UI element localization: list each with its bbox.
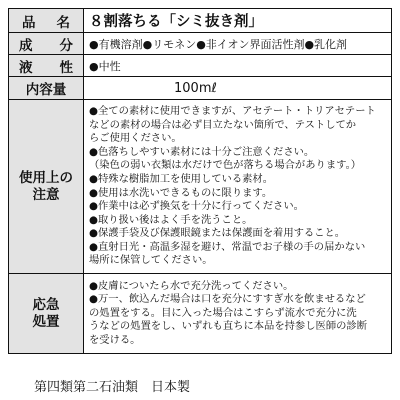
first-aid-line: ●皮膚についたら水で充分洗ってください。 (89, 279, 294, 292)
usage-note-line: ●特殊な樹脂加工を使用している素材。 (89, 172, 274, 185)
hazard-classification-footer: 第四類第二石油類 日本製 (34, 380, 191, 395)
usage-note-line: （染色の弱い衣類は水だけで色が落ちる場合があります。） (89, 159, 362, 172)
volume-label: 内容量 (25, 82, 67, 98)
volume-value: 100mℓ (84, 77, 392, 100)
usage-note-line: ●保護手袋及び保護眼鏡または保護面を着用すること。 (89, 227, 346, 240)
usage-note-line: ●全ての素材に使用できますが、アセテート・トリアセテート (89, 104, 376, 117)
row-usage-notes (9, 100, 392, 274)
liquid-property-value: ●中性 (84, 55, 392, 77)
first-aid-line: の処置をする。目に入った場合はこすらず流水で充分に洗 (89, 306, 357, 319)
row-product-name (9, 9, 392, 33)
usage-note-line: ●使用は水洗いできるものに限ります。 (89, 186, 273, 199)
first-aid-body (84, 274, 392, 354)
usage-notes-body (84, 100, 392, 274)
ingredients-value: ●有機溶剤●リモネン●非イオン界面活性剤●乳化剤 (84, 33, 392, 55)
usage-note-line: らご使用ください。 (89, 132, 182, 145)
first-aid-header (9, 274, 84, 354)
first-aid-label-line2: 処置 (32, 313, 60, 330)
liquid-property-label: 液 性 (19, 59, 73, 76)
row-liquid-property (9, 55, 392, 77)
usage-notes-label-line2: 注意 (32, 186, 60, 203)
product-name-label (9, 11, 83, 31)
usage-note-line: 場所に保管してください。 (89, 254, 213, 267)
first-aid-line: を受ける。 (89, 333, 141, 346)
product-name-label-text: 品 (22, 14, 36, 31)
usage-note-line: ●作業中は必ず換気を十分に行ってください。 (89, 200, 304, 213)
product-name-label-char: 名 (56, 14, 70, 31)
usage-notes-label-line1: 使用上の (19, 169, 73, 186)
usage-note-line: などの素材の場合は必ず目立たない箇所で、テストしてか (89, 118, 357, 131)
row-ingredients (9, 33, 392, 55)
ingredients-label: 成 分 (19, 37, 73, 54)
row-first-aid (9, 274, 392, 354)
liquid-property-header (9, 55, 84, 77)
ingredients-header (9, 33, 84, 55)
first-aid-line: うなどの処置をし、いずれも直ちに本品を持参し医師の診断 (89, 320, 368, 333)
row-volume (9, 77, 392, 100)
usage-note-line: ●取り扱い後はよく手を洗うこと。 (89, 213, 253, 226)
usage-note-line: ●色落ちしやすい素材には十分ご注意ください。 (89, 145, 315, 158)
first-aid-label-line1: 応急 (32, 296, 60, 313)
product-name-value: ８割落ちる「シミ抜き剤」 (84, 9, 392, 33)
product-name-header (9, 9, 84, 33)
product-spec-table (8, 8, 392, 354)
volume-header (9, 77, 84, 100)
first-aid-line: ●万一、飲込んだ場合は口を充分にすすぎ水を飲ませるなど (89, 293, 366, 306)
usage-note-line: ●直射日光・高温多湿を避け、常温でお子様の手の届かない (89, 240, 366, 253)
usage-notes-header (9, 100, 84, 274)
